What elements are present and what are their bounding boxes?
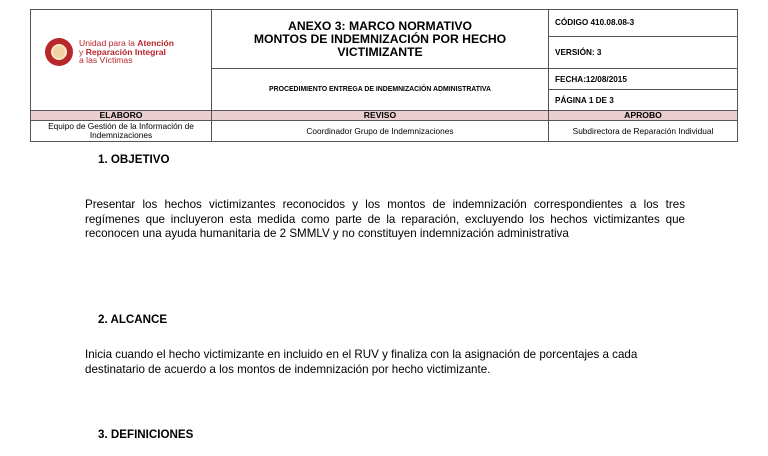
section-body-alcance: Inicia cuando el hecho victimizante en incluido en el RUV y finaliza con la asignación de porcentajes a cada destinatario de acuerdo a los montos de indemnización por hecho victimizante. (85, 348, 638, 376)
section-body-objetivo: Presentar los hechos victimizantes reconocidos y los montos de indemnización correspondientes a los tres regímenes que incluyeron esta medida como parte de la reparación, excluyendo los hechos victimizantes que reconocen una ayuda humanitaria de 2 SMMLV y no constituyen indemnización administrativa (85, 198, 685, 240)
document-header-table (30, 9, 738, 142)
aprobo-header: APROBO (549, 111, 738, 121)
elaboro-value: Equipo de Gestión de la Información de Indemnizaciones (31, 121, 212, 142)
reviso-value: Coordinador Grupo de Indemnizaciones (212, 121, 549, 142)
seal-icon (45, 38, 73, 66)
document-code: CÓDIGO 410.08.08-3 (549, 10, 738, 37)
procedure-name: PROCEDIMIENTO ENTREGA DE INDEMNIZACIÓN ADMINISTRATIVA (212, 69, 549, 111)
section-heading-definiciones: 3. DEFINICIONES (98, 428, 194, 441)
section-heading-objetivo: 1. OBJETIVO (98, 153, 170, 166)
aprobo-value: Subdirectora de Reparación Individual (549, 121, 738, 142)
page-number: PÁGINA 1 DE 3 (549, 90, 738, 111)
organization-logo (45, 38, 174, 66)
reviso-header: REVISO (212, 111, 549, 121)
elaboro-header: ELABORO (31, 111, 212, 121)
document-date: FECHA:12/08/2015 (549, 69, 738, 90)
section-heading-alcance: 2. ALCANCE (98, 313, 168, 326)
logo-text: Unidad para la Atención y Reparación Integral a las Víctimas (79, 38, 175, 66)
document-title: ANEXO 3: MARCO NORMATIVO MONTOS DE INDEMNIZACIÓN POR HECHO VICTIMIZANTE (212, 10, 549, 69)
document-version: VERSIÓN: 3 (549, 36, 738, 68)
logo-cell (31, 10, 212, 111)
